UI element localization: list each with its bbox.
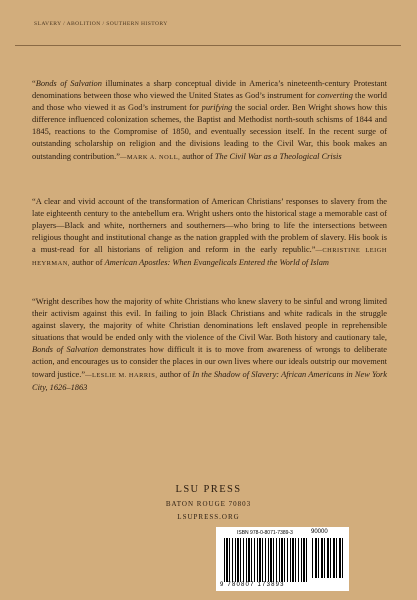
attribution-author-of: author of: [157, 369, 193, 379]
blurb-noll: [32, 78, 387, 164]
attribution-work: American Apostles: When Evangelicals Entered the World of Islam: [104, 258, 329, 268]
isbn-label: ISBN 978-0-8071-7389-3: [237, 530, 293, 536]
category-band: [15, 14, 401, 46]
attribution-name: —LESLIE M. HARRIS,: [85, 371, 158, 379]
blurb-heyrman: [32, 196, 387, 271]
emphasis-word: converting: [317, 91, 353, 101]
blurb-text: the world and those who viewed it as God’s instrument for: [32, 91, 387, 113]
blurb-text: illuminates a sharp conceptual divide in America’s nineteenth-century Protestant denominations between those who viewed the United States as God’s instrument for: [32, 79, 388, 101]
isbn-barcode: [216, 527, 349, 591]
blurb-text: the social order. Ben Wright shows how this difference influenced colonization schemes, the Baptist and Methodist north-south schisms of 1844 and 1845, reactions to the Compromise of 1850, and eventually secession itself. In the recent surge of outstanding scholarship on religion and the divisions leading to the Civil War, this book makes an outstanding contribution.”: [32, 103, 388, 161]
attribution-work: The Civil War as a Theological Crisis: [214, 151, 342, 161]
barcode-digits: 9 780807 173893: [220, 582, 285, 588]
attribution-author-of: author of: [180, 151, 215, 161]
book-title-italic: Bonds of Salvation: [35, 79, 102, 88]
attribution-author-of: author of: [69, 258, 105, 268]
blurb-text: “A clear and vivid account of the transformation of American Christians’ responses to slavery from the late eighteenth century to the antebellum era. Wright ushers onto the historical stage a memorable cast of players—Black and white, northerners and southerners—who bring to life the intersections between religious thought and institutional change as the nation grappled with the problem of slavery. His book is a must-read for all historians of religion and reform in the early republic.”: [32, 197, 387, 255]
blurb-text: “: [32, 79, 36, 88]
blurb-text: “Wright describes how the majority of white Christians who knew slavery to be sinful and wrong limited their activism against this evil. In failing to join Black Christians and white radicals in the struggle against slavery, the majority of white Christian denominations left enslaved people in reprehensible situations that would be ended only with the violence of the Civil War. Both history and cautionary tale,: [32, 297, 387, 343]
emphasis-word: purifying: [201, 103, 233, 113]
publisher-city: BATON ROUGE 70803: [165, 500, 252, 508]
addon-barcode-bars: [312, 538, 343, 578]
attribution-work: In the Shadow of Slavery: African Americans in New York City, 1626–1863: [32, 369, 387, 392]
publisher-website: LSUPRESS.ORG: [177, 513, 240, 521]
attribution-name: —CHRISTINE LEIGH HEYRMAN,: [32, 247, 387, 268]
category-label: SLAVERY / ABOLITION / SOUTHERN HISTORY: [34, 21, 168, 27]
blurb-text: demonstrates how difficult it is to move from awareness of wrongs to deliberate action, and encourages us to consider the places in our own lives where our ideals outstrip our movement toward justice.”: [32, 345, 387, 379]
blurb-harris: [32, 296, 387, 394]
publisher-name: LSU PRESS: [175, 484, 242, 495]
book-title-italic: Bonds of Salvation: [32, 345, 99, 355]
price-addon-code: 90000: [311, 529, 328, 535]
barcode-bars: [224, 538, 308, 582]
attribution-name: —MARK A. NOLL,: [119, 153, 181, 161]
